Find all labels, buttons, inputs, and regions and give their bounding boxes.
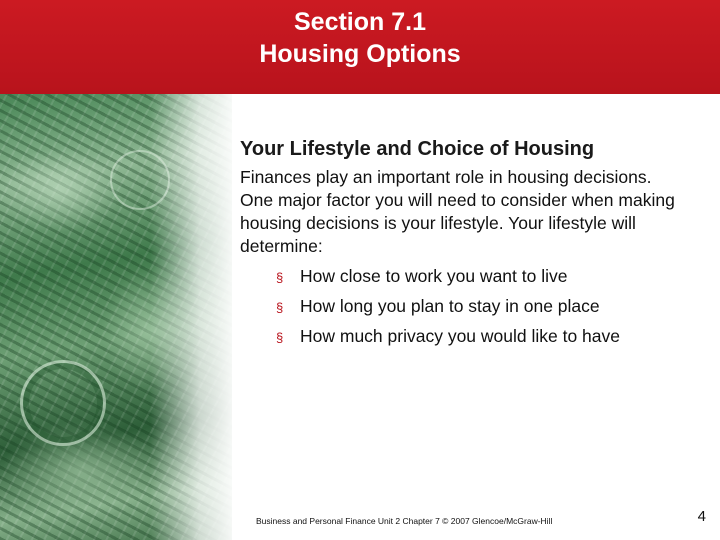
list-item — [276, 262, 690, 292]
section-title: Housing Options — [259, 40, 461, 68]
bullet-icon: § — [276, 270, 284, 285]
slide-content — [240, 136, 690, 352]
footer-credit: Business and Personal Finance Unit 2 Chapter 7 © 2007 Glencoe/McGraw-Hill — [256, 516, 553, 526]
content-subtitle: Your Lifestyle and Choice of Housing — [240, 138, 595, 160]
slide-header — [0, 0, 720, 94]
bullet-text: How long you plan to stay in one place — [300, 296, 600, 316]
bullet-text: How close to work you want to live — [300, 266, 568, 286]
paragraph-finances: Finances play an important role in housing decisions. — [240, 167, 652, 187]
bullet-icon: § — [276, 300, 284, 315]
slide-title — [0, 6, 720, 70]
list-item — [276, 292, 690, 322]
bullet-text: How much privacy you would like to have — [300, 326, 621, 346]
list-item — [276, 322, 690, 352]
currency-seal-decoration — [20, 360, 106, 446]
section-number: Section 7.1 — [294, 8, 426, 36]
bullet-icon: § — [276, 330, 284, 345]
paragraph-lifestyle: One major factor you will need to consider when making housing decisions is your lifestyle. Your lifestyle will determine: — [240, 190, 675, 256]
page-number: 4 — [697, 508, 706, 525]
lifestyle-bullet-list — [276, 262, 690, 352]
